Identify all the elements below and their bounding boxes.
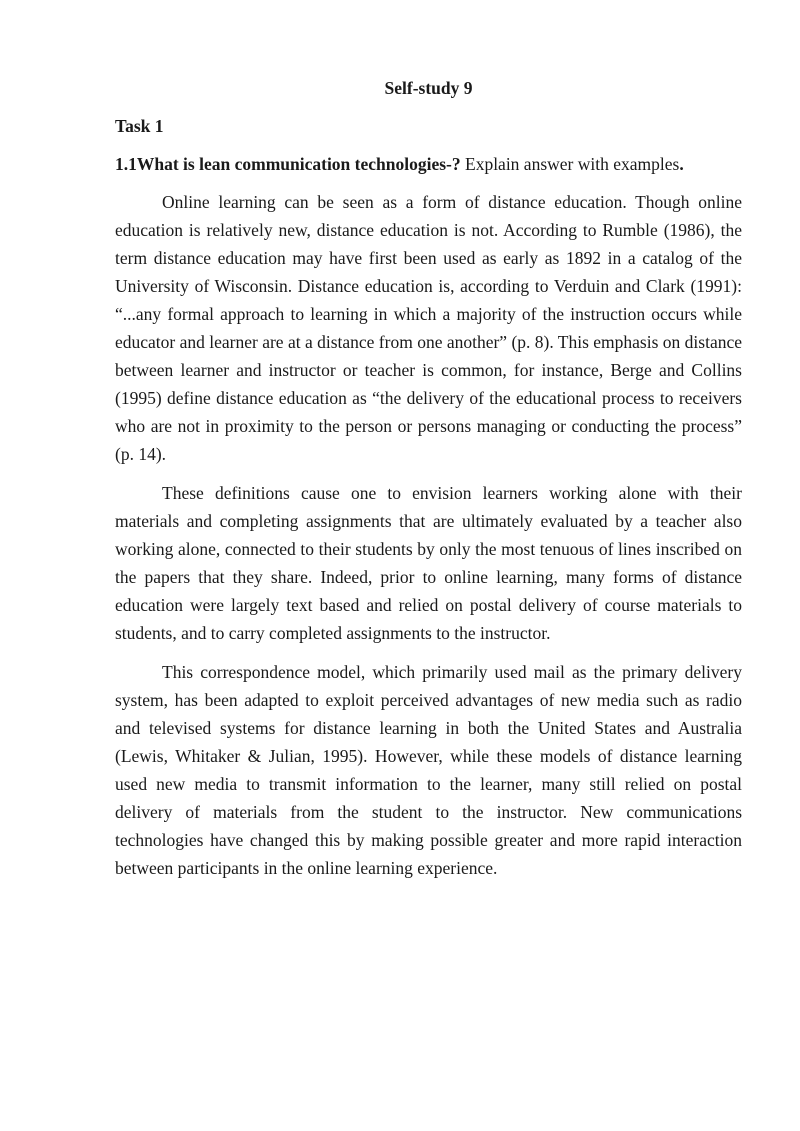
body-paragraph-3: This correspondence model, which primarily used mail as the primary delivery system, has been adapted to exploit perceived advantages of new media such as radio and televised systems for distance learning in both the United States and Australia (Lewis, Whitaker & Julian, 1995). However, while these models of distance learning used new media to transmit information to the learner, many still relied on postal delivery of materials from the student to the instructor. New communications technologies have changed this by making possible greater and more rapid interaction between participants in the online learning experience. xyxy=(115,662,742,878)
body-paragraph-1: Online learning can be seen as a form of distance education. Though online education is relatively new, distance education is not. According to Rumble (1986), the term distance education may have first been used as early as 1892 in a catalog of the University of Wisconsin. Distance education is, according to Verduin and Clark (1991): “...any formal approach to learning in which a majority of the instruction occurs while educator and learner are at a distance from one another” (p. 8). This emphasis on distance between learner and instructor or teacher is common, for instance, Berge and Collins (1995) define distance education as “the delivery of the educational process to receivers who are not in proximity to the person or persons managing or conducting the process” (p. 14). xyxy=(115,192,742,464)
question-line xyxy=(115,150,742,178)
question-end-mark: . xyxy=(679,154,684,174)
document-title: Self-study 9 xyxy=(384,78,473,98)
question-bold-text: 1.1What is lean communication technologies-? xyxy=(115,154,461,174)
body-paragraph-2: These definitions cause one to envision learners working alone with their materials and completing assignments that are ultimately evaluated by a teacher also working alone, connected to their students by only the most tenuous of lines inscribed on the papers that they share. Indeed, prior to online learning, many forms of distance education were largely text based and relied on postal delivery of course materials to students, and to carry completed assignments to the instructor. xyxy=(115,483,742,643)
question-regular-text: Explain answer with examples xyxy=(460,154,680,174)
task-heading: Task 1 xyxy=(115,116,164,136)
document-body xyxy=(115,74,742,893)
